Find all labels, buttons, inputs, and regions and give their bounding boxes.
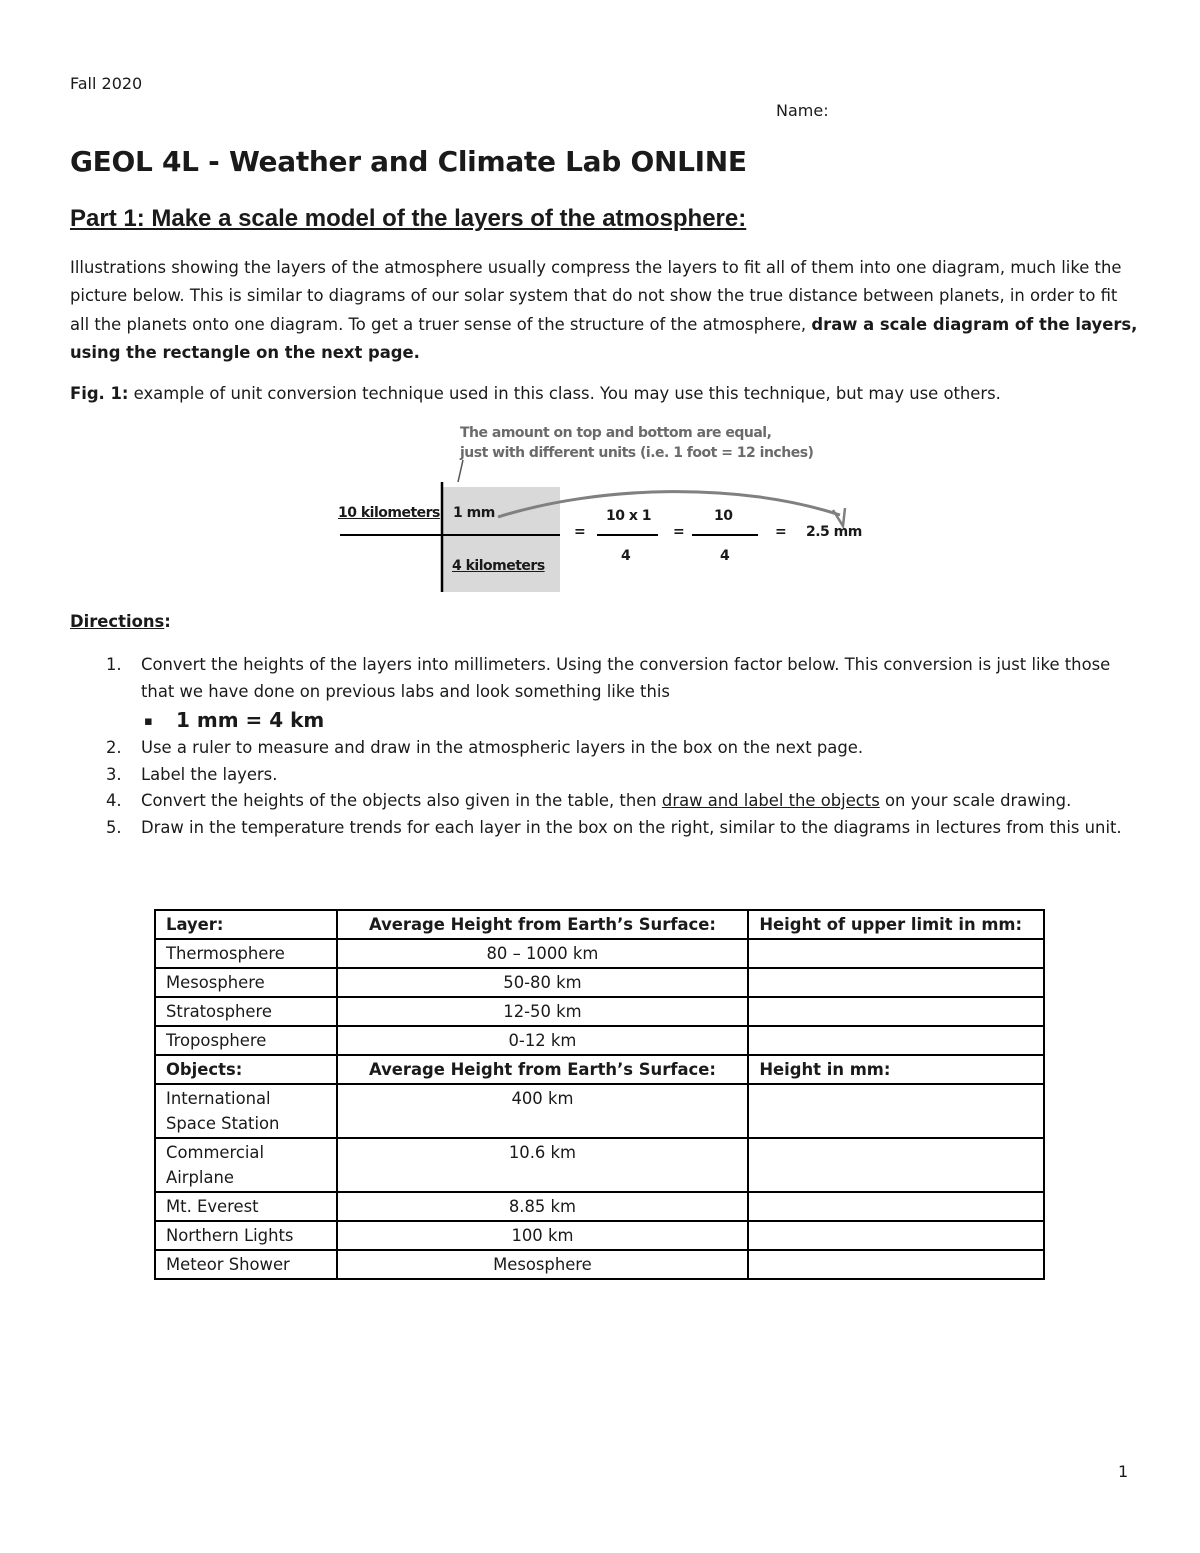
answer-cell[interactable]	[748, 997, 1044, 1026]
layer-name-cell: Troposphere	[155, 1026, 337, 1055]
object-header-row	[155, 1055, 1044, 1084]
object-name-cell: Commercial Airplane	[155, 1138, 337, 1192]
note-line-2: just with different units (i.e. 1 foot = 12 inches)	[460, 445, 814, 461]
conversion-factor	[70, 705, 1145, 735]
step-text: Convert the heights of the layers into millimeters. Using the conversion factor below. This conversion is just like those that we have done on previous labs and look something like this	[141, 655, 1111, 701]
result-value: 2.5 mm	[806, 524, 862, 540]
height-cell: 8.85 km	[337, 1192, 749, 1221]
box-bottom-value: 4 kilometers	[452, 558, 545, 574]
step-text: Use a ruler to measure and draw in the atmospheric layers in the box on the next page.	[141, 738, 864, 757]
object-name-cell: Northern Lights	[155, 1221, 337, 1250]
height-cell: 80 – 1000 km	[337, 939, 749, 968]
table-row	[155, 1026, 1044, 1055]
header-cell: Objects:	[155, 1055, 337, 1084]
part-title: Part 1: Make a scale model of the layers of the atmosphere:	[70, 205, 747, 232]
height-cell: 12-50 km	[337, 997, 749, 1026]
note-line-1: The amount on top and bottom are equal,	[460, 425, 772, 441]
direction-step-2	[70, 735, 1145, 762]
table-row	[155, 1192, 1044, 1221]
step-number: 2.	[106, 738, 122, 757]
table-row	[155, 1221, 1044, 1250]
atmosphere-table	[154, 909, 1045, 1280]
step-number: 3.	[106, 764, 122, 784]
note-pointer	[458, 460, 463, 482]
answer-cell[interactable]	[748, 1084, 1044, 1138]
table-row	[155, 1250, 1044, 1279]
box-top-value: 1 mm	[453, 505, 495, 521]
answer-cell[interactable]	[748, 968, 1044, 997]
figure-caption-text: example of unit conversion technique used in this class. You may use this technique, but may use others.	[133, 384, 1001, 403]
layer-name-cell: Thermosphere	[155, 939, 337, 968]
page-number: 1	[1118, 1462, 1129, 1481]
answer-cell[interactable]	[748, 1026, 1044, 1055]
object-name-cell: International Space Station	[155, 1084, 337, 1138]
step-number: 1.	[106, 655, 122, 674]
direction-step-1	[70, 652, 1145, 705]
name-label: Name:	[776, 101, 829, 120]
layer-name-cell: Mesosphere	[155, 968, 337, 997]
equals-sign-1: =	[574, 524, 586, 540]
direction-step-5	[70, 815, 1145, 842]
directions-colon: :	[164, 612, 171, 631]
fraction-2-numerator: 10	[714, 508, 733, 524]
left-top-value: 10 kilometers	[338, 505, 440, 521]
table-row	[155, 997, 1044, 1026]
direction-step-3	[70, 762, 1145, 789]
object-name-cell: Meteor Shower	[155, 1250, 337, 1279]
height-cell: 0-12 km	[337, 1026, 749, 1055]
fraction-2-denominator: 4	[720, 548, 730, 564]
page-title: GEOL 4L - Weather and Climate Lab ONLINE	[70, 145, 747, 178]
step-text-underlined: draw and label the objects	[661, 791, 880, 810]
header-cell: Height in mm:	[748, 1055, 1044, 1084]
directions-title: Directions	[70, 612, 165, 631]
step-text-before: Convert the heights of the objects also given in the table, then	[141, 791, 657, 810]
answer-cell[interactable]	[748, 1192, 1044, 1221]
height-cell: 50-80 km	[337, 968, 749, 997]
conversion-text: 1 mm = 4 km	[176, 708, 325, 732]
unit-conversion-diagram	[300, 420, 900, 600]
equals-sign-2: =	[673, 524, 685, 540]
step-number: 4.	[106, 791, 122, 810]
answer-cell[interactable]	[748, 1221, 1044, 1250]
header-cell: Height of upper limit in mm:	[748, 910, 1044, 939]
answer-cell[interactable]	[748, 939, 1044, 968]
height-cell: 400 km	[337, 1084, 749, 1138]
figure-caption	[70, 384, 1001, 403]
header-cell: Average Height from Earth’s Surface:	[337, 910, 749, 939]
step-text-after: on your scale drawing.	[885, 791, 1072, 810]
step-text: Draw in the temperature trends for each layer in the box on the right, similar to the diagrams in lectures from this unit.	[141, 817, 1122, 837]
table-row	[155, 1138, 1044, 1192]
object-name-cell: Mt. Everest	[155, 1192, 337, 1221]
direction-step-4	[70, 788, 1145, 815]
figure-label: Fig. 1:	[70, 384, 129, 403]
semester-label: Fall 2020	[70, 74, 143, 93]
highlight-box	[442, 487, 560, 592]
intro-bold-instruction: draw a scale diagram of the layers, using the rectangle on the next page.	[70, 314, 1138, 363]
header-cell: Layer:	[155, 910, 337, 939]
step-number: 5.	[106, 817, 122, 837]
bullet-icon: ▪	[144, 714, 153, 729]
directions-list	[70, 652, 1145, 841]
equals-sign-3: =	[775, 524, 787, 540]
table-row	[155, 968, 1044, 997]
step-text: Label the layers.	[141, 764, 278, 784]
height-cell: 10.6 km	[337, 1138, 749, 1192]
fraction-1-denominator: 4	[621, 548, 631, 564]
height-cell: Mesosphere	[337, 1250, 749, 1279]
intro-paragraph	[70, 254, 1140, 368]
intro-text: Illustrations showing the layers of the atmosphere usually compress the layers to fit all of them into one diagram, much like the picture below. This is similar to diagrams of our solar system that do not show the true distance between planets, in order to fit all the planets onto one diagram. To get a truer sense of the structure of the atmosphere,	[70, 258, 1122, 334]
table-row	[155, 1084, 1044, 1138]
height-cell: 100 km	[337, 1221, 749, 1250]
answer-cell[interactable]	[748, 1138, 1044, 1192]
table-row	[155, 939, 1044, 968]
fraction-1-numerator: 10 x 1	[606, 508, 652, 524]
layer-name-cell: Stratosphere	[155, 997, 337, 1026]
answer-cell[interactable]	[748, 1250, 1044, 1279]
header-cell: Average Height from Earth’s Surface:	[337, 1055, 749, 1084]
directions-heading	[70, 612, 171, 631]
layer-header-row	[155, 910, 1044, 939]
